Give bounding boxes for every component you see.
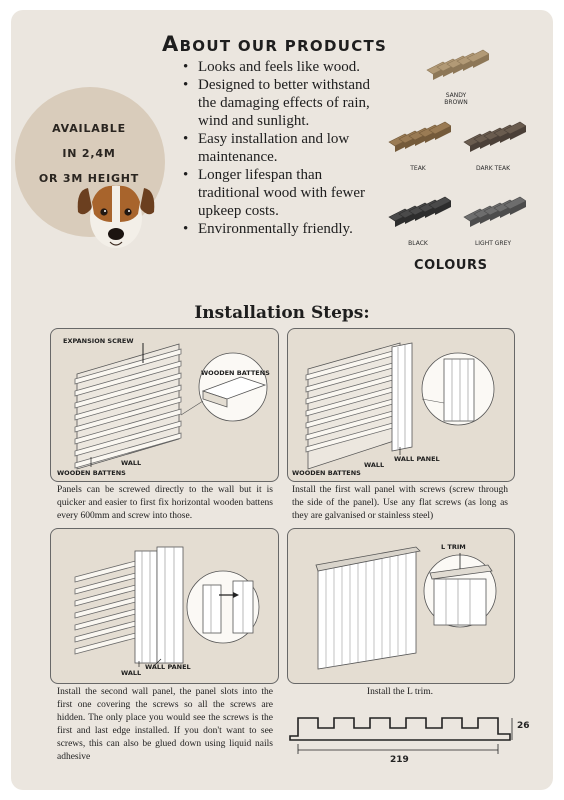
step-2-label-wooden-battens: WOODEN BATTENS (292, 469, 361, 477)
availability-line-2: IN 2,4M (62, 147, 116, 160)
availability-line-3: OR 3M HEIGHT (38, 172, 140, 185)
swatch-sandy-brown[interactable] (423, 48, 489, 92)
installation-title: Installation Steps: (194, 303, 370, 323)
step-4-diagram (287, 528, 515, 684)
step-1-label-wooden-battens: WOODEN BATTENS (57, 469, 126, 477)
swatch-dark-teak[interactable] (460, 120, 526, 164)
swatch-label-light-grey: LIGHT GREY (474, 240, 512, 247)
step-4-label-l-trim: L TRIM (441, 543, 466, 551)
feature-item: • Longer lifespan than traditional wood with fewer upkeep costs. (183, 166, 383, 220)
step-1-caption: Panels can be screwed directly to the wall but it is quicker and easier to first fix horizontal wooden battens every 600mm and screw into those. (57, 485, 273, 521)
step-3-caption: Install the second wall panel, the panel slots into the first one covering the screws so all the screws are hidden. The only place you would see the screws is the first and last edge installed. If you don't want to see screws, this can also be glued down using liquid nails adhesive (57, 687, 273, 762)
swatch-name: SANDY (445, 92, 467, 99)
profile-width-label: 219 (390, 755, 409, 765)
profile-height-label: 26 (517, 721, 530, 731)
feature-item: • Designed to better withstand the damaging effects of rain, wind and sunlight. (183, 76, 383, 130)
step-1-label-wall: WALL (121, 459, 142, 467)
colours-heading: COLOURS (414, 258, 488, 273)
step-3-diagram (50, 528, 279, 684)
swatch-light-grey[interactable] (460, 195, 526, 239)
step-3-label-wall-panel: WALL PANEL (145, 663, 191, 671)
step-1-diagram (50, 328, 279, 482)
feature-item: • Environmentally friendly. (183, 220, 383, 238)
step-2-label-wall: WALL (364, 461, 385, 469)
feature-item: • Easy installation and low maintenance. (183, 130, 383, 166)
swatch-name-line-2: BROWN (444, 99, 468, 106)
panel-profile-drawing (284, 700, 534, 772)
feature-item: • Looks and feels like wood. (183, 58, 383, 76)
step-1-label-wooden-battens-zoom: WOODEN BATTENS (201, 369, 270, 377)
about-title-initial: A (162, 32, 180, 56)
step-3-label-wall: WALL (121, 669, 142, 677)
swatch-label-teak: TEAK (410, 165, 426, 172)
swatch-black[interactable] (385, 195, 451, 239)
swatch-teak[interactable] (385, 120, 451, 164)
about-title-rest: BOUT OUR PRODUCTS (179, 37, 388, 55)
feature-list (183, 58, 383, 238)
dog-illustration (74, 178, 158, 258)
step-2-diagram (287, 328, 515, 482)
swatch-label-black: BLACK (408, 240, 428, 247)
step-1-label-expansion-screw: EXPANSION SCREW (63, 337, 134, 345)
step-2-caption: Install the first wall panel with screws (screw through the side of the panel). Use any flat screws (as long as they are galvanised or stainless steel) (292, 485, 508, 521)
step-2-label-wall-panel: WALL PANEL (394, 455, 440, 463)
availability-line-1: AVAILABLE (52, 122, 126, 135)
step-4-caption: Install the L trim. (366, 687, 434, 697)
swatch-label-dark-teak: DARK TEAK (475, 165, 511, 172)
about-title (162, 32, 387, 56)
swatch-label-sandy-brown (418, 92, 494, 106)
